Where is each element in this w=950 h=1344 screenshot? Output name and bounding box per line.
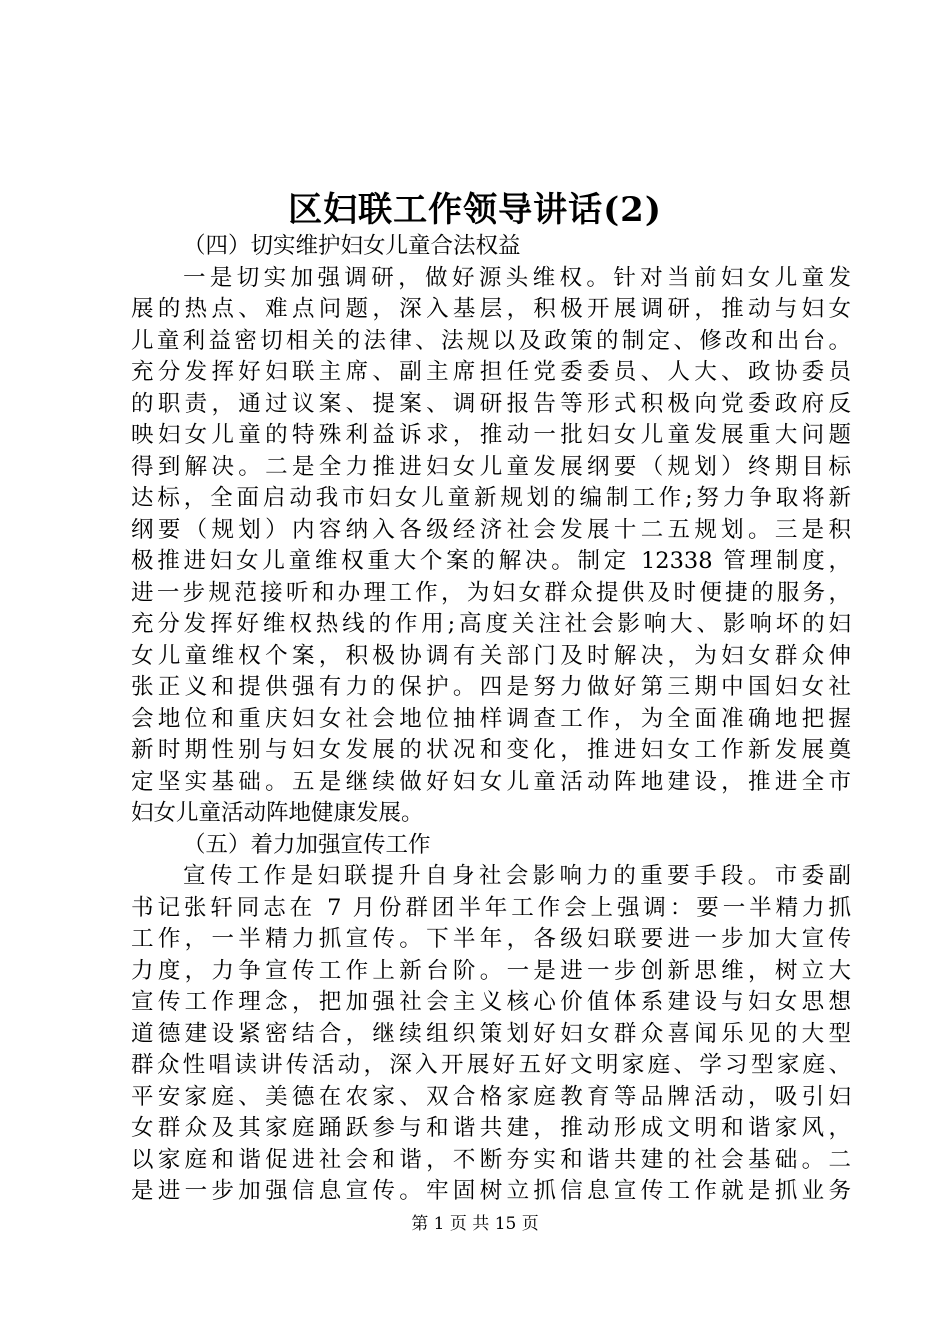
- text-line: （四）切实维护妇女儿童合法权益: [183, 233, 521, 259]
- text-line: 充分发挥好妇联主席、副主席担任党委委员、人大、政协委员: [131, 359, 851, 385]
- text-line: 群众性唱读讲传活动，深入开展好五好文明家庭、学习型家庭、: [131, 1052, 851, 1078]
- text-line: 映妇女儿童的特殊利益诉求，推动一批妇女儿童发展重大问题: [131, 422, 851, 448]
- text-line: 会地位和重庆妇女社会地位抽样调查工作，为全面准确地把握: [131, 705, 851, 732]
- text-line: 进一步规范接听和办理工作，为妇女群众提供及时便捷的服务，: [131, 579, 851, 606]
- text-line: 妇女儿童活动阵地健康发展。: [131, 800, 424, 826]
- text-line: 女儿童维权个案，积极协调有关部门及时解决，为妇女群众伸: [131, 642, 851, 669]
- text-line: 的职责，通过议案、提案、调研报告等形式积极向党委政府反: [131, 390, 851, 417]
- text-line: 一是切实加强调研，做好源头维权。针对当前妇女儿童发: [183, 264, 851, 291]
- text-line: 达标，全面启动我市妇女儿童新规划的编制工作;努力争取将新: [131, 485, 851, 511]
- text-line: 道德建设紧密结合，继续组织策划好妇女群众喜闻乐见的大型: [131, 1020, 851, 1047]
- text-line: 儿童利益密切相关的法律、法规以及政策的制定、修改和出台。: [131, 327, 851, 354]
- text-line: 纲要（规划）内容纳入各级经济社会发展十二五规划。三是积: [131, 516, 851, 543]
- text-line: 展的热点、难点问题，深入基层，积极开展调研，推动与妇女: [131, 296, 851, 322]
- text-line: （五）着力加强宣传工作: [183, 831, 431, 858]
- document-body: [131, 231, 851, 1208]
- document-title: 区妇联工作领导讲话(2): [288, 190, 662, 230]
- text-line: 工作，一半精力抓宣传。下半年，各级妇联要进一步加大宣传: [131, 926, 851, 952]
- text-line: 是进一步加强信息宣传。牢固树立抓信息宣传工作就是抓业务: [131, 1178, 851, 1204]
- page-footer: 第 1 页 共 15 页: [411, 1214, 539, 1234]
- text-line: 得到解决。二是全力推进妇女儿童发展纲要（规划）终期目标: [131, 453, 851, 480]
- text-line: 张正义和提供强有力的保护。四是努力做好第三期中国妇女社: [131, 674, 851, 700]
- text-line: 平安家庭、美德在农家、双合格家庭教育等品牌活动，吸引妇: [131, 1083, 851, 1110]
- text-line: 以家庭和谐促进社会和谐，不断夯实和谐共建的社会基础。二: [131, 1146, 851, 1173]
- text-line: 新时期性别与妇女发展的状况和变化，推进妇女工作新发展奠: [131, 737, 851, 763]
- text-line: 极推进妇女儿童维权重大个案的解决。制定 12338 管理制度，: [131, 548, 851, 574]
- text-line: 定坚实基础。五是继续做好妇女儿童活动阵地建设，推进全市: [131, 768, 851, 795]
- text-line: 宣传工作理念，把加强社会主义核心价值体系建设与妇女思想: [131, 989, 851, 1015]
- text-line: 力度，力争宣传工作上新台阶。一是进一步创新思维，树立大: [131, 957, 851, 984]
- text-line: 女群众及其家庭踊跃参与和谐共建，推动形成文明和谐家风，: [131, 1115, 851, 1141]
- text-line: 宣传工作是妇联提升自身社会影响力的重要手段。市委副: [183, 863, 851, 889]
- text-line: 充分发挥好维权热线的作用;高度关注社会影响大、影响坏的妇: [131, 611, 851, 637]
- text-line: 书记张轩同志在 7 月份群团半年工作会上强调：要一半精力抓: [131, 894, 851, 921]
